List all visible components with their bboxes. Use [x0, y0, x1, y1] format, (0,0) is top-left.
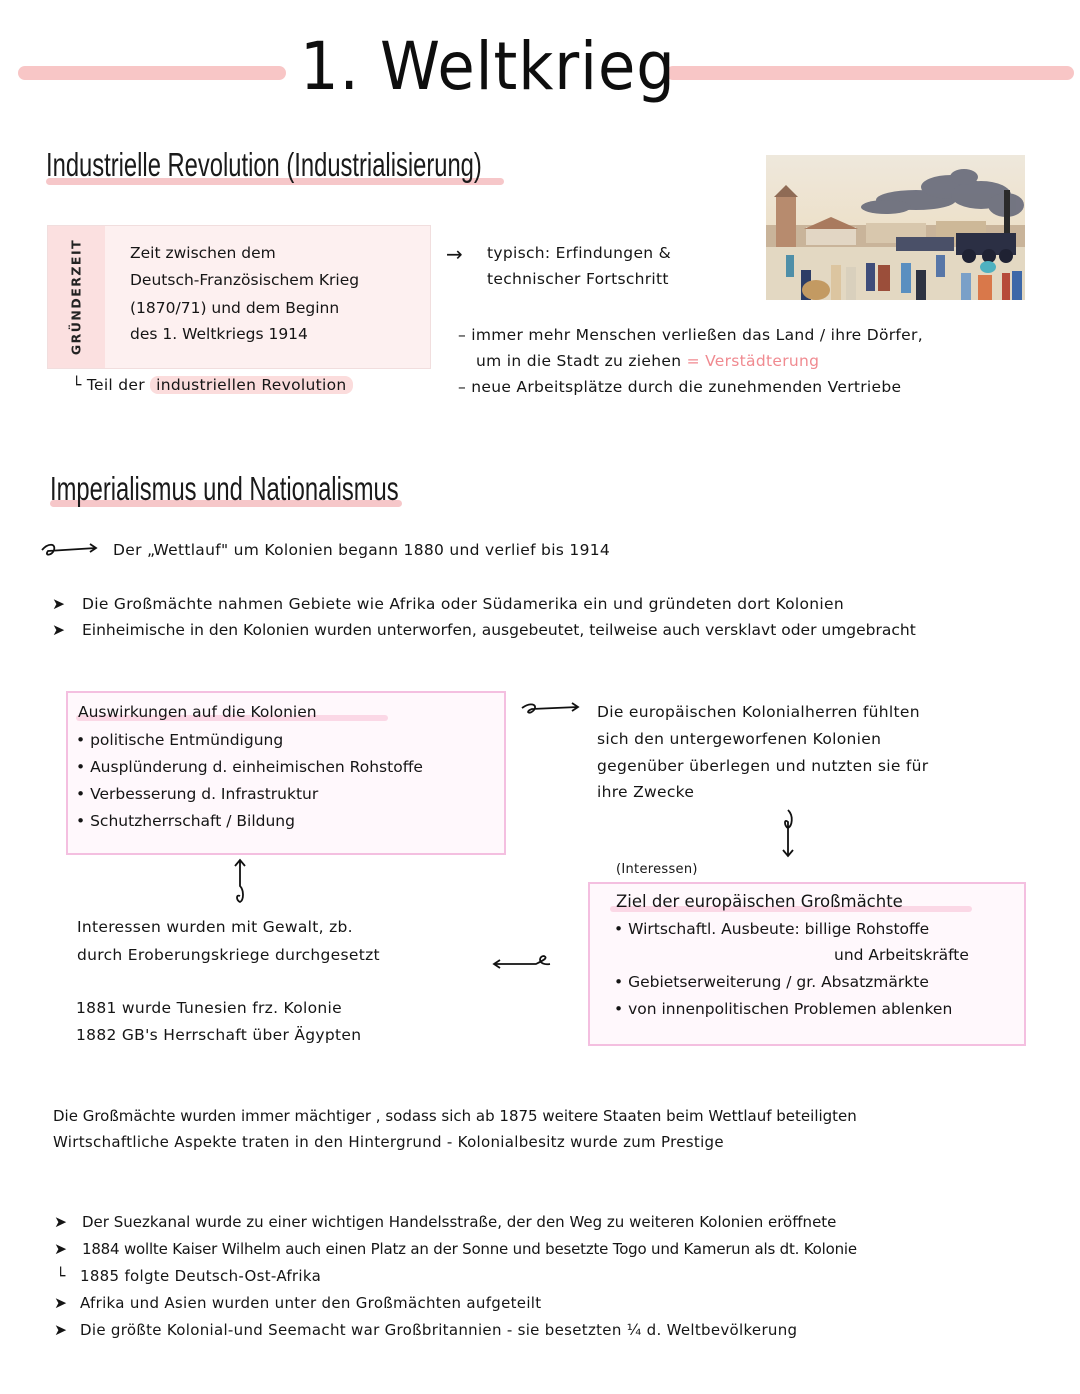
bullet-marker-icon: ➤ [52, 595, 66, 613]
gruenderzeit-text-line: Zeit zwischen dem [130, 244, 276, 262]
dash-point: – neue Arbeitsplätze durch die zunehmenden Vertriebe [458, 378, 902, 396]
section-heading-industrial-revolution: Industrielle Revolution (Industrialisierung) [46, 146, 482, 183]
paragraph-line: Die Großmächte wurden immer mächtiger , sodass sich ab 1875 weitere Staaten beim Wettlauf beteiligten [53, 1107, 857, 1125]
typisch-line: typisch: Erfindungen & [487, 244, 672, 262]
ziel-item: • Wirtschaftl. Ausbeute: billige Rohstoffe [614, 920, 930, 938]
note-prefix: └ Teil der [72, 376, 145, 394]
verstaedterung-term: = Verstädterung [686, 352, 820, 370]
ziel-item: • Gebietserweiterung / gr. Absatzmärkte [614, 973, 929, 991]
kolonialherren-line: sich den untergeworfenen Kolonien [597, 730, 882, 748]
bullet-marker-icon: ➤ [54, 1294, 68, 1312]
gruenderzeit-text-line: (1870/71) und dem Beginn [130, 299, 340, 317]
bullet-marker-icon: ➤ [52, 621, 66, 639]
auswirkungen-item: • politische Entmündigung [76, 731, 284, 749]
dash-point-text: neue Arbeitsplätze durch die zunehmenden Vertriebe [471, 378, 902, 396]
auswirkungen-item: • Schutzherrschaft / Bildung [76, 812, 295, 830]
ziel-box [588, 882, 1026, 1046]
final-bullet: Die größte Kolonial-und Seemacht war Großbritannien - sie besetzten ¼ d. Weltbevölkerung [80, 1321, 798, 1339]
gruenderzeit-sidebar [48, 226, 105, 368]
curly-arrow-right-icon [520, 700, 580, 718]
interessen-label: (Interessen) [616, 862, 698, 877]
bullet-marker-icon: ➤ [54, 1321, 68, 1339]
curly-arrow-left-icon [492, 954, 552, 972]
ziel-item: • von innenpolitischen Problemen ablenken [614, 1000, 953, 1018]
gruenderzeit-box [47, 225, 431, 369]
gruenderzeit-text-line: des 1. Weltkriegs 1914 [130, 325, 308, 343]
typisch-line: technischer Fortschritt [487, 270, 669, 288]
sub-marker-icon: └ [56, 1267, 66, 1285]
paragraph-line: Wirtschaftliche Aspekte traten in den Hintergrund - Kolonialbesitz wurde zum Prestige [53, 1133, 724, 1151]
title-decoration-left [18, 66, 286, 80]
auswirkungen-title: Auswirkungen auf die Kolonien [78, 703, 317, 721]
section-heading-imperialism: Imperialismus und Nationalismus [50, 470, 399, 507]
railway-painting-illustration [766, 155, 1025, 300]
arrow-up-icon [230, 858, 250, 906]
typisch-arrow-icon: → [446, 242, 464, 266]
final-bullet: Der Suezkanal wurde zu einer wichtigen Handelsstraße, der den Weg zu weiteren Kolonien eröffnete [82, 1213, 837, 1231]
auswirkungen-box [66, 691, 506, 855]
page-title: 1. Weltkrieg [300, 28, 676, 105]
bullet-marker-icon: ➤ [54, 1240, 68, 1258]
ziel-item-continuation: und Arbeitskräfte [834, 946, 969, 964]
gruenderzeit-label: GRÜNDERZEIT [68, 238, 84, 356]
bullet-marker-icon: ➤ [54, 1213, 68, 1231]
title-decoration-right [666, 66, 1074, 80]
dash-point-text: immer mehr Menschen verließen das Land / ihre Dörfer, [471, 326, 923, 344]
railway-painting-image [766, 155, 1025, 300]
final-bullet: Afrika und Asien wurden unter den Großmächten aufgeteilt [80, 1294, 542, 1312]
dash-point: – immer mehr Menschen verließen das Land / ihre Dörfer, [458, 326, 923, 344]
imperialism-bullet: Einheimische in den Kolonien wurden unterworfen, ausgebeutet, teilweise auch versklavt oder umgebracht [82, 621, 916, 639]
gruenderzeit-text-line: Deutsch-Französischem Krieg [130, 271, 360, 289]
arrow-down-icon [778, 808, 798, 860]
imperialism-bullet: Die Großmächte nahmen Gebiete wie Afrika oder Südamerika ein und gründeten dort Kolonien [82, 595, 844, 613]
date-entry: 1882 GB's Herrschaft über Ägypten [76, 1026, 362, 1044]
kolonialherren-line: Die europäischen Kolonialherren fühlten [597, 703, 920, 721]
dash-point-cont [476, 352, 819, 370]
final-bullet: 1884 wollte Kaiser Wilhelm auch einen Platz an der Sonne und besetzte Togo und Kamerun als dt. Kolonie [82, 1240, 857, 1258]
curly-arrow-icon [40, 541, 98, 559]
auswirkungen-item: • Verbesserung d. Infrastruktur [76, 785, 319, 803]
final-bullet: 1885 folgte Deutsch-Ost-Afrika [80, 1267, 322, 1285]
kolonialherren-line: ihre Zwecke [597, 783, 695, 801]
ziel-title: Ziel der europäischen Großmächte [616, 892, 903, 911]
gewalt-line: durch Eroberungskriege durchgesetzt [77, 946, 380, 964]
dash-point-text: um in die Stadt zu ziehen [476, 352, 682, 370]
note-highlight: industriellen Revolution [150, 376, 352, 394]
kolonialherren-line: gegenüber überlegen und nutzten sie für [597, 757, 929, 775]
gewalt-line: Interessen wurden mit Gewalt, zb. [77, 918, 353, 936]
industrial-revolution-note [72, 376, 353, 394]
auswirkungen-item: • Ausplünderung d. einheimischen Rohstoffe [76, 758, 423, 776]
date-entry: 1881 wurde Tunesien frz. Kolonie [76, 999, 342, 1017]
wettlauf-text: Der „Wettlauf" um Kolonien begann 1880 und verlief bis 1914 [113, 541, 611, 559]
